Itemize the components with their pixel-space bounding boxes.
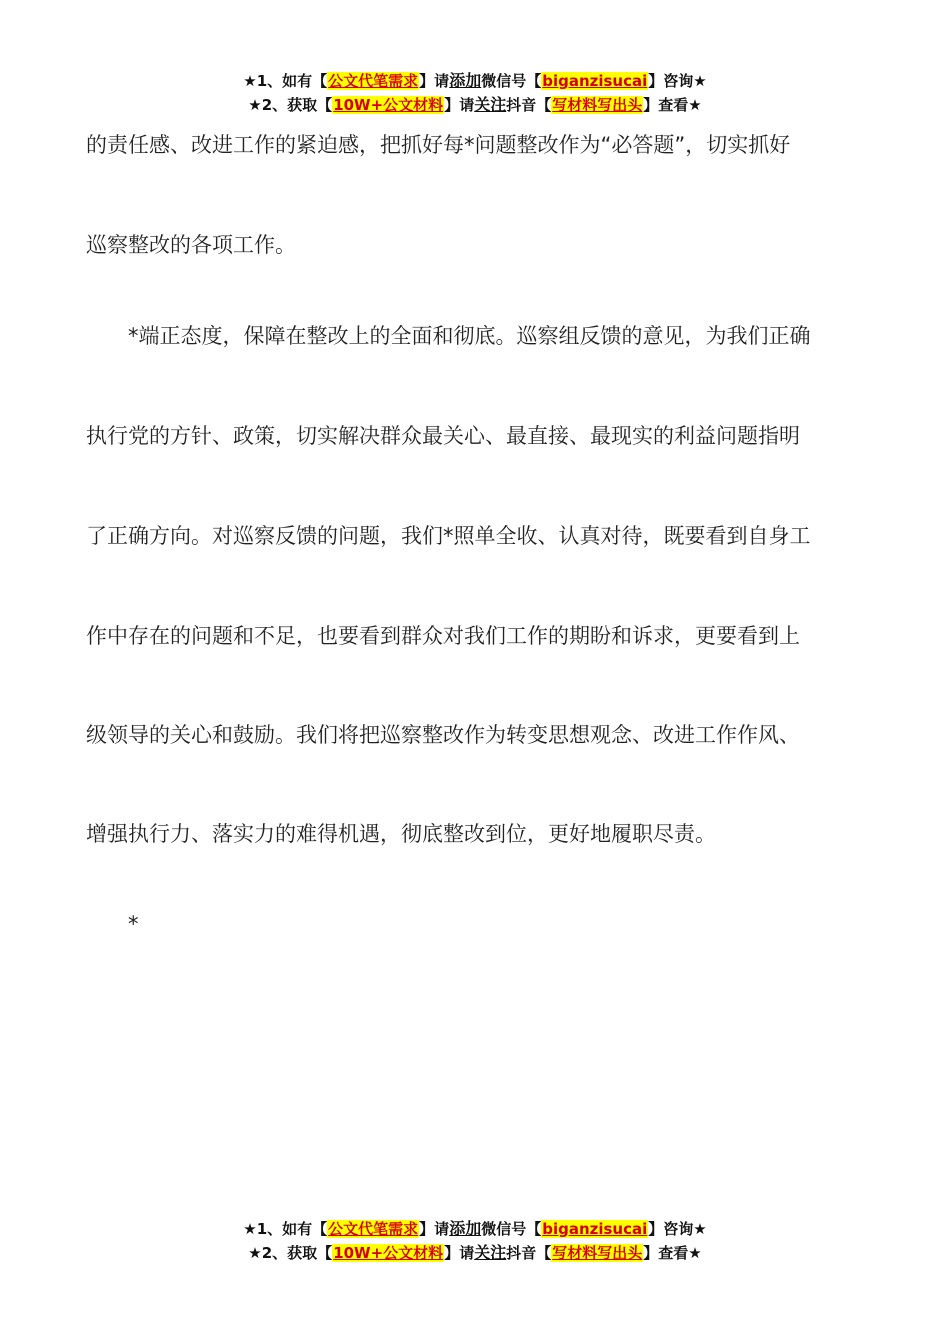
materials-highlight: 10W+公文材料 — [333, 96, 444, 114]
body-line-8: 增强执行力、落实力的难得机遇，彻底整改到位，更好地履职尽责。 — [86, 822, 716, 846]
footer-line-2-prefix: ★2、获取【 — [248, 1244, 333, 1262]
footer-banner — [0, 1217, 950, 1265]
follow-underlined-text: 关注 — [474, 95, 507, 114]
wechat-id-highlight: biganzisucai — [542, 1220, 648, 1238]
header-line-2 — [0, 93, 950, 117]
body-line-5: 了正确方向。对巡察反馈的问题，我们*照单全收、认真对待，既要看到自身工 — [86, 524, 811, 548]
footer-line-2 — [0, 1241, 950, 1265]
body-line-3: *端正态度，保障在整改上的全面和彻底。巡察组反馈的意见，为我们正确 — [86, 324, 811, 348]
douyin-account-highlight: 写材料写出头 — [552, 1244, 643, 1262]
header-line-1-text: 】请 — [419, 72, 450, 90]
header-line-1-prefix: ★1、如有【 — [243, 72, 328, 90]
body-line-2: 巡察整改的各项工作。 — [86, 233, 296, 257]
header-line-1-text-2: 微信号【 — [481, 72, 542, 90]
follow-underlined-text: 关注 — [474, 1243, 507, 1262]
body-line-9: * — [86, 912, 139, 936]
ghostwriting-highlight: 公文代笔需求 — [328, 72, 419, 90]
douyin-account-highlight: 写材料写出头 — [552, 96, 643, 114]
footer-line-2-suffix: 】查看★ — [643, 1244, 702, 1262]
header-line-2-prefix: ★2、获取【 — [248, 96, 333, 114]
header-line-2-text: 】请 — [444, 96, 475, 114]
header-line-2-suffix: 】查看★ — [643, 96, 702, 114]
footer-line-1-text-2: 微信号【 — [481, 1220, 542, 1238]
ghostwriting-highlight: 公文代笔需求 — [328, 1220, 419, 1238]
add-underlined-text: 添加 — [449, 1219, 482, 1238]
footer-line-1 — [0, 1217, 950, 1241]
footer-line-1-prefix: ★1、如有【 — [243, 1220, 328, 1238]
add-underlined-text: 添加 — [449, 71, 482, 90]
header-line-1 — [0, 69, 950, 93]
body-line-1: 的责任感、改进工作的紧迫感，把抓好每*问题整改作为“必答题”，切实抓好 — [86, 133, 791, 157]
materials-highlight: 10W+公文材料 — [333, 1244, 444, 1262]
footer-line-2-text: 】请 — [444, 1244, 475, 1262]
header-banner — [0, 69, 950, 117]
body-line-4: 执行党的方针、政策，切实解决群众最关心、最直接、最现实的利益问题指明 — [86, 424, 800, 448]
body-line-6: 作中存在的问题和不足，也要看到群众对我们工作的期盼和诉求，更要看到上 — [86, 624, 800, 648]
footer-line-1-suffix: 】咨询★ — [648, 1220, 707, 1238]
body-line-7: 级领导的关心和鼓励。我们将把巡察整改作为转变思想观念、改进工作作风、 — [86, 723, 800, 747]
footer-line-1-text: 】请 — [419, 1220, 450, 1238]
header-line-1-suffix: 】咨询★ — [648, 72, 707, 90]
footer-line-2-text-2: 抖音【 — [506, 1244, 552, 1262]
header-line-2-text-2: 抖音【 — [506, 96, 552, 114]
wechat-id-highlight: biganzisucai — [542, 72, 648, 90]
